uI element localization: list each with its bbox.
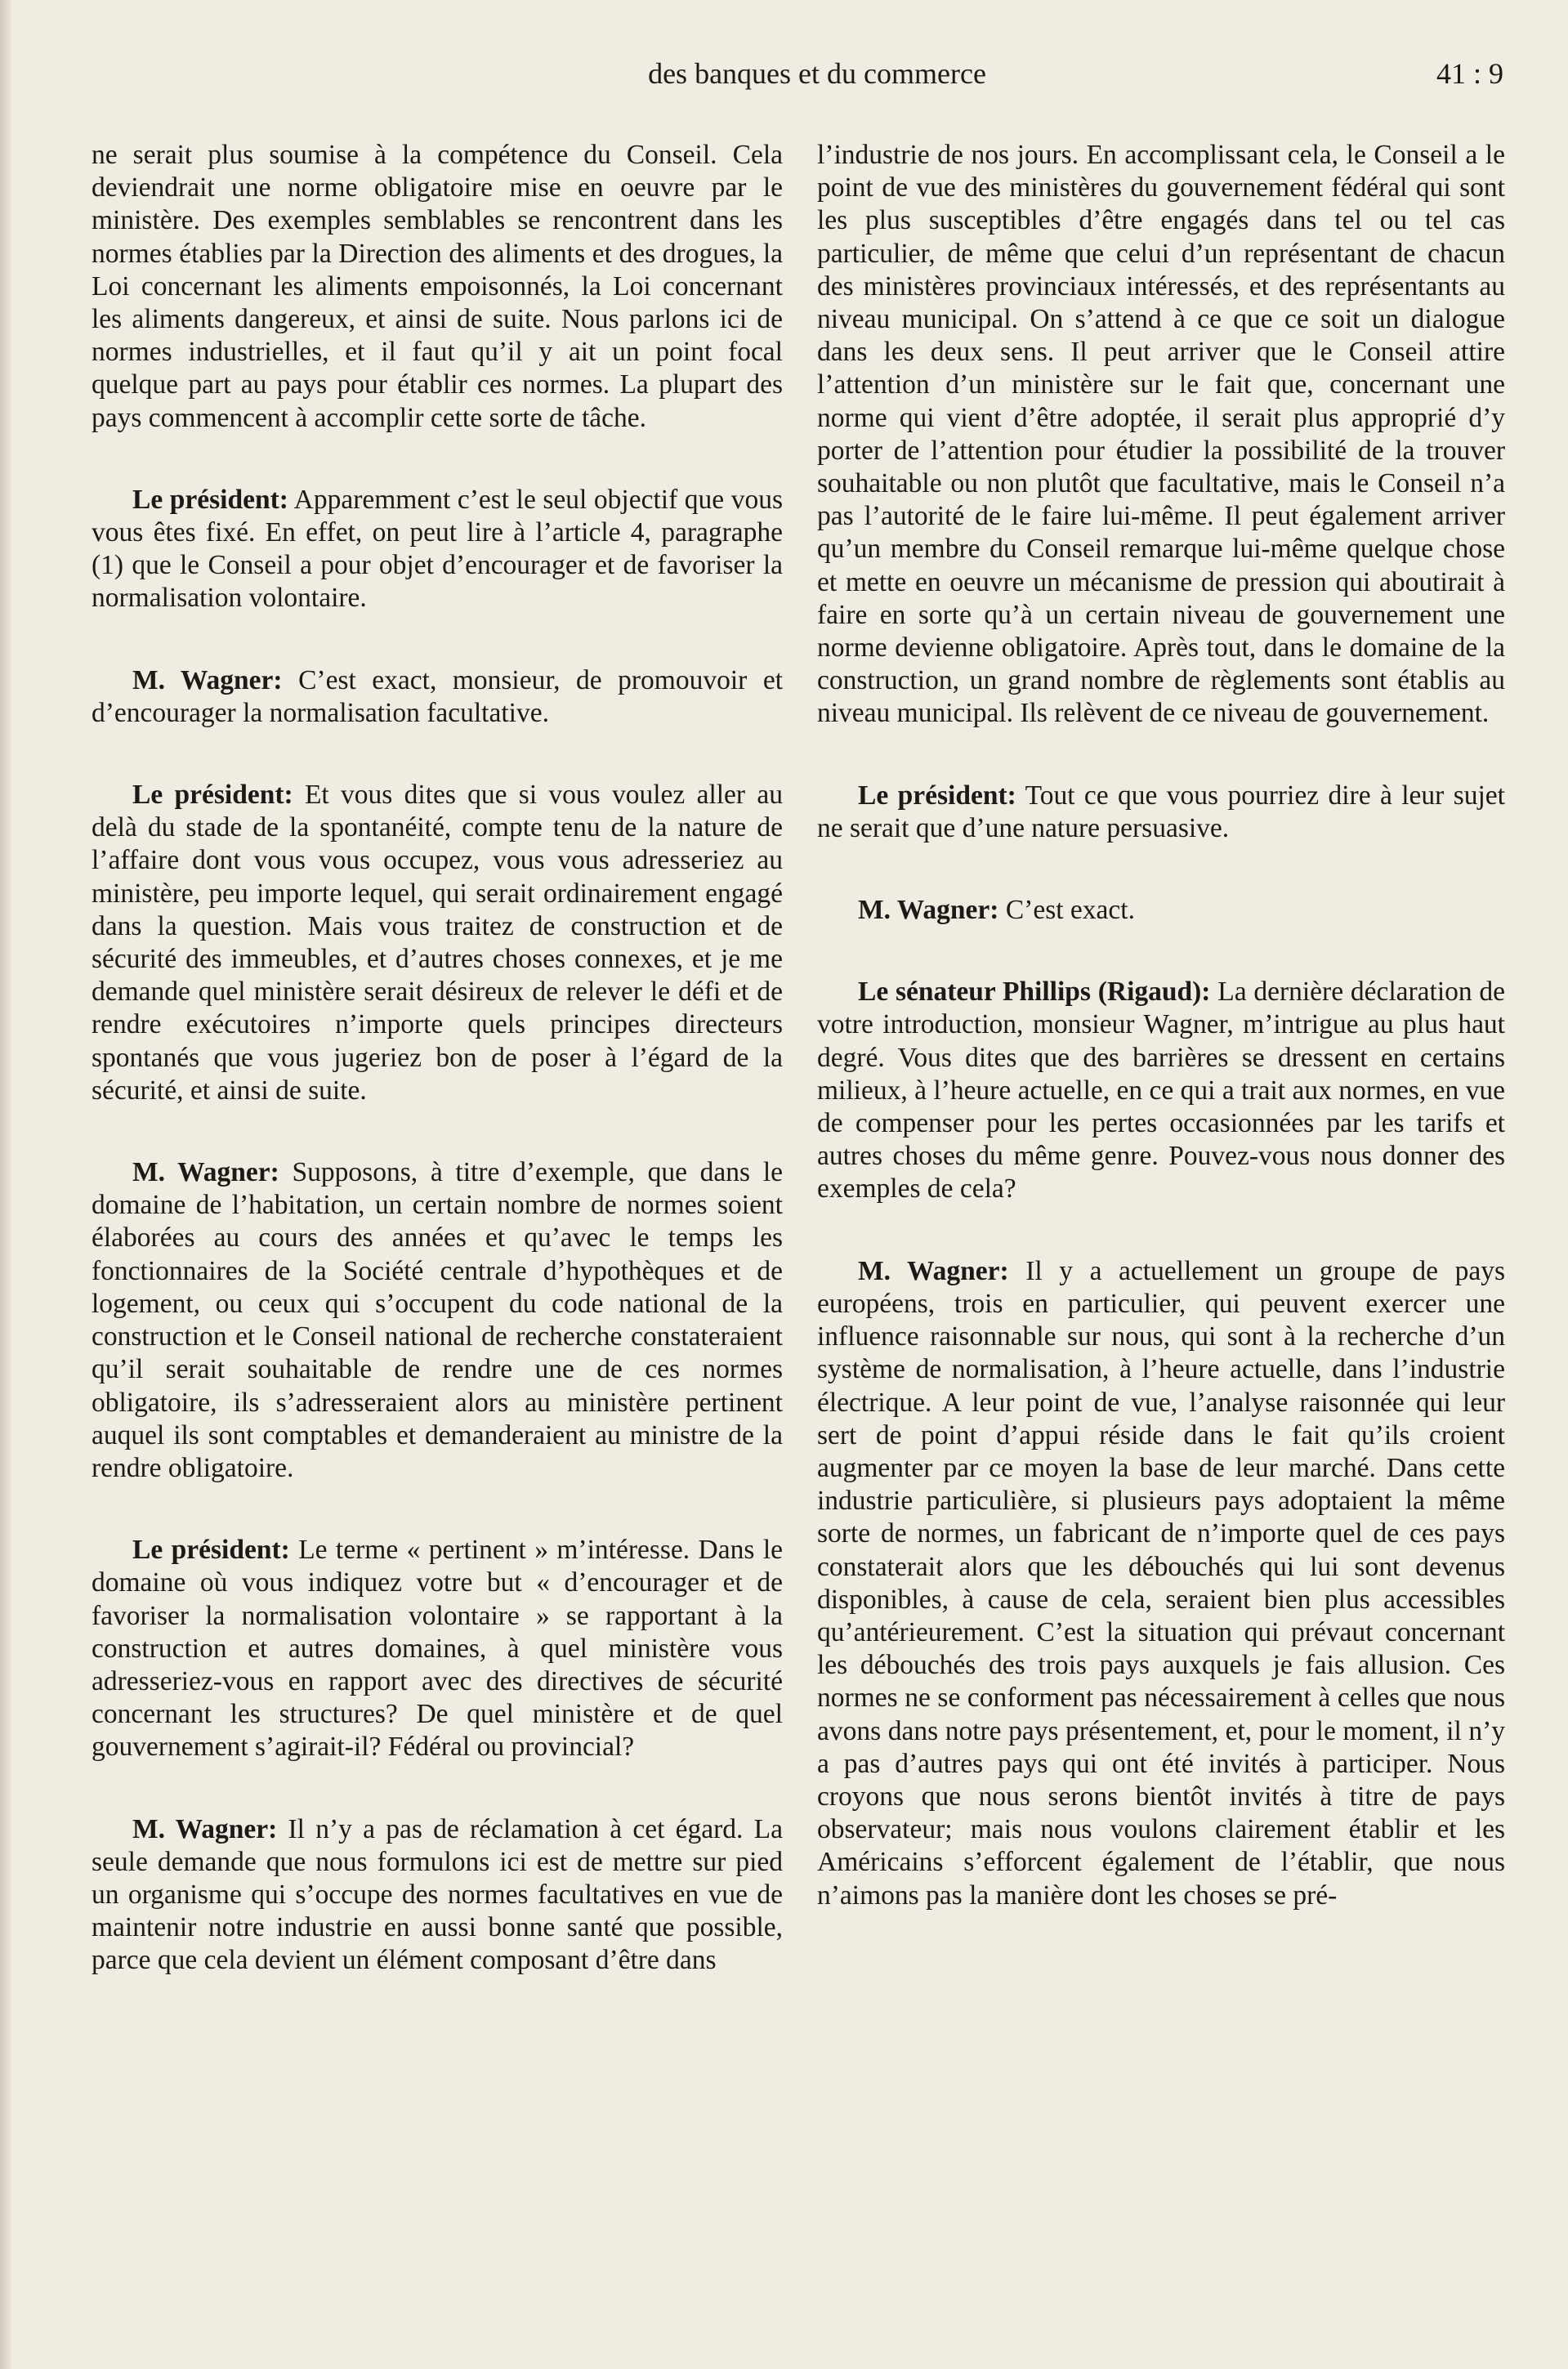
paragraph [817, 894, 1505, 927]
paragraph-text: Il n’y a pas de réclamation à cet égard. La seule demande que nous formulons ici est de mettre sur pied un organisme qui s’occupe des normes facultatives en vue de maintenir notre industrie en aussi bonne santé que possible, parce que cela devient un élément composant d’être dans [92, 1813, 783, 1976]
paragraph [817, 976, 1505, 1205]
paragraph-text: La dernière déclaration de votre introduction, monsieur Wagner, m’intrigue au plus haut degré. Vous dites que des barrières se dressent en certains milieux, à l’heure actuelle, en ce qui a trait aux normes, en vue de compenser pour les pertes occasionnées par les tarifs et autres choses du même genre. Pouvez-vous nous donner des exemples de cela? [817, 977, 1506, 1205]
speaker-name: M. Wagner: [132, 664, 283, 695]
speaker-name: Le sénateur Phillips (Rigaud): [858, 977, 1211, 1008]
paragraph [92, 664, 783, 730]
paragraph-text: C’est exact. [1005, 895, 1135, 926]
paragraph [817, 139, 1505, 731]
speaker-name: M. Wagner: [858, 895, 999, 926]
speaker-name: M. Wagner: [132, 1157, 279, 1188]
speaker-name: M. Wagner: [132, 1813, 278, 1844]
speaker-name: Le président: [132, 780, 293, 811]
paragraph-text: C’est exact, monsieur, de promouvoir et d’encourager la normalisation facultative. [92, 664, 784, 728]
page-number: 41 : 9 [1436, 57, 1503, 90]
paragraph-text: Supposons, à titre d’exemple, que dans le domaine de l’habitation, un certain nombre de normes soient élaborées au cours des années et qu’avec le temps les fonctionnaires de la Société centrale d’hypothèques et de logement, ou ceux qui s’occupent du code national de la construction et le Conseil national de recherche constateraient qu’il serait souhaitable de rendre une de ces normes obligatoire, ils s’adresseraient alors au ministère pertinent auquel ils sont comptables et demanderaient au ministre de la rendre obligatoire. [92, 1157, 783, 1483]
speaker-name: Le président: [132, 484, 288, 515]
speaker-name: Le président: [858, 780, 1016, 811]
paragraph-text: l’industrie de nos jours. En accomplissant cela, le Conseil a le point de vue des ministères du gouvernement fédéral qui sont les plus susceptibles d’être engagés dans tel ou tel cas particulier, de même que celui d’un représentant de chacun des ministères provinciaux intéressés, et des représentants au niveau municipal. On s’attend à ce que ce soit un dialogue dans les deux sens. Il peut arriver que le Conseil attire l’attention d’un ministère sur le fait que, concernant une norme qui vient d’être adoptée, il serait plus approprié d’y porter de l’attention pour étudier la possibilité de la trouver souhaitable ou non plutôt que facultative, mais le Conseil n’a pas l’autorité de le faire lui-même. Il peut également arriver qu’un membre du Conseil remarque lui-même quelque chose et mette en oeuvre un mécanisme de pression qui aboutirait à faire en sorte qu’à un certain niveau de gouvernement une norme devienne obligatoire. Après tout, dans le domaine de la construction, un grand nombre de règlements sont établis au niveau municipal. Ils relèvent de ce niveau de gouvernement. [817, 140, 1505, 729]
speaker-name: Le président: [132, 1535, 290, 1566]
paragraph [92, 484, 783, 615]
running-head: des banques et du commerce [648, 57, 986, 90]
paragraph [817, 1255, 1505, 1912]
paragraph-text: Le terme « pertinent » m’intéresse. Dans le domaine où vous indiquez votre but « d’encourager et de favoriser la normalisation volontaire » se rapportant à la construction et autres domaines, à quel ministère vous adresseriez-vous en rapport avec des directives de sécurité concernant les structures? De quel ministère et de quel gouvernement s’agirait-il? Fédéral ou provincial? [92, 1535, 783, 1763]
speaker-name: M. Wagner: [858, 1255, 1009, 1286]
paragraph [92, 1156, 783, 1485]
paragraph [92, 1813, 783, 1978]
paragraph-text: Il y a actuellement un groupe de pays européens, trois en particulier, qui peuvent exercer une influence raisonnable sur nous, qui sont à la recherche d’un système de normalisation, à l’heure actuelle, dans l’industrie électrique. A leur point de vue, l’analyse raisonnée qui leur sert de point d’appui réside dans le fait qu’ils croient augmenter par ce moyen la base de leur marché. Dans cette industrie particulière, si plusieurs pays adoptaient la même sorte de normes, un fabricant de n’importe quel de ces pays constaterait alors que les débouchés qui lui sont devenus disponibles, à cause de cela, seraient bien plus accessibles qu’antérieurement. C’est la situation qui prévaut concernant les débouchés des trois pays auxquels je fais allusion. Ces normes ne se conforment pas nécessairement à celles que nous avons dans notre pays présentement, et, pour le moment, il n’y a pas d’autres pays qui ont été invités à participer. Nous croyons que nous serons bientôt invités à titre de pays observateur; mais nous voulons clairement établir et les Américains s’efforcent également de l’établir, que nous n’aimons pas la manière dont les choses se pré- [817, 1255, 1505, 1911]
paragraph [817, 780, 1505, 845]
page-binding-edge [0, 0, 11, 2369]
right-column [817, 139, 1505, 1961]
left-column [92, 139, 783, 2027]
paragraph-text: Apparemment c’est le seul objectif que vous vous êtes fixé. En effet, on peut lire à l’article 4, paragraphe (1) que le Conseil a pour objet d’encourager et de favoriser la normalisation volontaire. [92, 484, 783, 614]
paragraph-text: Et vous dites que si vous voulez aller au delà du stade de la spontanéité, compte tenu de la nature de l’affaire dont vous vous occupez, vous vous adresseriez au ministère, peu importe lequel, qui serait ordinairement engagé dans la question. Mais vous traitez de construction et de sécurité des immeubles, et d’autres choses connexes, et je me demande quel ministère serait désireux de relever le défi et de rendre exécutoires n’importe quels principes directeurs spontanés que vous jugeriez bon de poser à l’égard de la sécurité, et ainsi de suite. [92, 780, 783, 1106]
paragraph [92, 779, 783, 1107]
paragraph-text: Tout ce que vous pourriez dire à leur sujet ne serait que d’une nature persuasive. [817, 780, 1505, 843]
paragraph-text: ne serait plus soumise à la compétence du Conseil. Cela deviendrait une norme obligatoire mise en oeuvre par le ministère. Des exemples semblables se rencontrent dans les normes établies par la Direction des aliments et des drogues, la Loi concernant les aliments empoisonnés, la Loi concernant les aliments dangereux, et ainsi de suite. Nous parlons ici de normes industrielles, et il faut qu’il y ait un point focal quelque part au pays pour établir ces normes. La plupart des pays commencent à accomplir cette sorte de tâche. [92, 140, 783, 433]
paragraph [92, 139, 783, 435]
paragraph [92, 1534, 783, 1763]
